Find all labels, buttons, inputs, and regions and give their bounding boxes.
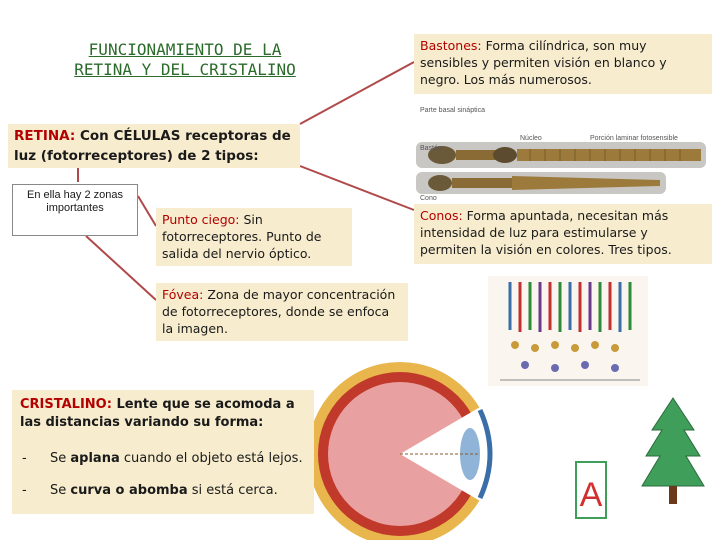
label-parte-basal: Parte basal sináptica bbox=[420, 107, 485, 114]
conos-key: Conos: bbox=[420, 208, 463, 223]
cristalino-text: Lente que se acomoda a las distancias variando su forma: bbox=[20, 397, 295, 430]
retina-box bbox=[8, 124, 300, 168]
fovea-key: Fóvea: bbox=[162, 287, 204, 302]
retina-key: RETINA: bbox=[14, 128, 76, 144]
letter-a: A bbox=[579, 476, 603, 514]
retina-layers-image bbox=[488, 276, 648, 386]
cristalino-heading bbox=[20, 396, 306, 432]
title-line-2: RETINA Y DEL CRISTALINO bbox=[74, 60, 296, 79]
bold-term: curva o abomba bbox=[70, 483, 188, 498]
title-line-1: FUNCIONAMIENTO DE LA bbox=[88, 40, 282, 59]
punto-ciego-box bbox=[156, 208, 352, 266]
arrow-to-punto-ciego bbox=[138, 196, 156, 226]
page-title bbox=[40, 40, 330, 80]
punto-ciego-key: Punto ciego: bbox=[162, 212, 240, 227]
punto-ciego-text: Sin fotorreceptores. Punto de salida del nervio óptico. bbox=[162, 212, 322, 261]
list-item: - Se aplana cuando el objeto está lejos. bbox=[22, 451, 303, 466]
cristalino-key: CRISTALINO: bbox=[20, 397, 112, 412]
arrow-to-conos bbox=[300, 166, 414, 210]
label-cono: Cono bbox=[420, 195, 437, 202]
bold-term: aplana bbox=[70, 451, 120, 466]
bastones-key: Bastones: bbox=[420, 38, 482, 53]
zonas-box: En ella hay 2 zonas importantes bbox=[12, 184, 138, 236]
label-baston: Bastón bbox=[420, 145, 442, 152]
tree-icon bbox=[642, 398, 704, 504]
retina-text: Con CÉLULAS receptoras de luz (fotorreceptores) de 2 tipos: bbox=[14, 128, 291, 164]
arrow-to-fovea bbox=[86, 236, 156, 300]
conos-text: Forma apuntada, necesitan más intensidad de luz para estimularse y permiten la visión en colores. Tres tipos. bbox=[420, 208, 672, 257]
fovea-box bbox=[156, 283, 408, 341]
list-item: - Se curva o abomba si está cerca. bbox=[22, 483, 278, 498]
label-porcion: Porción laminar fotosensible bbox=[590, 135, 678, 142]
photoreceptor-cells-image bbox=[416, 107, 706, 202]
bastones-text: Forma cilíndrica, son muy sensibles y permiten visión en blanco y negro. Los más numerosos. bbox=[420, 38, 667, 87]
letter-a-card bbox=[576, 462, 606, 518]
fovea-text: Zona de mayor concentración de fotorreceptores, donde se enfoca la imagen. bbox=[162, 287, 396, 336]
eye-cross-section-image bbox=[308, 362, 510, 540]
bastones-box bbox=[414, 34, 712, 94]
conos-box bbox=[414, 204, 712, 264]
cristalino-box bbox=[12, 390, 314, 514]
cristalino-list bbox=[20, 450, 306, 500]
label-nucleo: Núcleo bbox=[520, 135, 542, 142]
